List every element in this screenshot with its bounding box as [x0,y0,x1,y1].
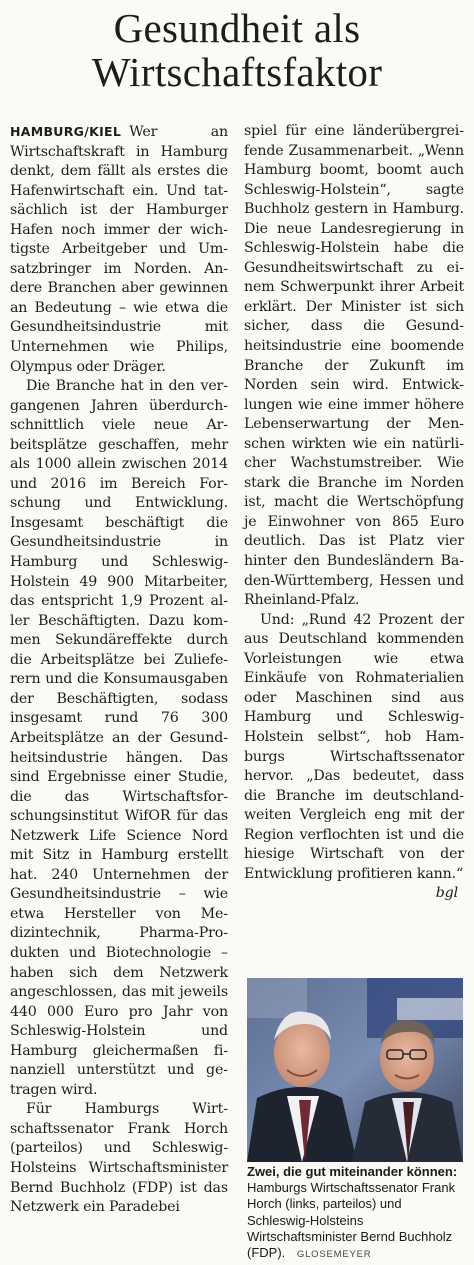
press-photo-illustration [247,978,463,1162]
article-column-right [244,122,464,904]
headline-line-1: Gesundheit als [113,5,361,51]
paragraph-text: Und: „Rund 42 Prozent der aus Deutschland kommenden Vorleistungen wie etwa Einkäufe von Rohmaterialien oder Maschinen sind aus Hamburg und Schleswig-Holstein selbst“, hob Hamburgs Wirtschaftssenator hervor. „Das bedeutet, dass die Branche im deutschlandweiten Vergleich eng mit der Region verflochten ist und die hiesige Wirtschaft von der Entwicklung profitieren kann.“ [244,611,464,882]
caption-lead: Zwei, die gut miteinander können: [247,1164,458,1179]
dateline: HAMBURG/KIEL [10,124,122,139]
author-initials: bgl [435,885,458,902]
article-paragraph: spiel für eine länderübergreifende Zusammenarbeit. „Wenn Hamburg boomt, boomt auch Schleswig-Holstein“, sagte Buchholz gestern in Hamburg. Die neue Landesregierung in Schleswig-Holstein habe die Gesundheitswirtschaft zu einem Schwerpunkt ihrer Arbeit erklärt. Der Minister ist sich sicher, dass die Gesundheitsindustrie eine boomende Branche der Zukunft im Norden sein wird. Entwicklungen wie eine immer höhere Lebenserwartung der Menschen wirkten wie ein natürlicher Wachstumstreiber. Wie stark die Branche im Norden ist, macht die Wertschöpfung je Einwohner von 865 Euro deutlich. Das ist Platz vier hinter den Bundesländern Baden-Württemberg, Hessen und Rheinland-Pfalz. [244,123,464,609]
photo-credit: GLOSEMEYER [296,1249,372,1261]
caption-text: Hamburgs Wirtschaftssenator Frank Horch (links, parteilos) und Schleswig-Holsteins Wirtschaftsminister Bernd Buchholz (FDP). [247,1180,456,1261]
press-photo [247,978,463,1162]
photo-caption [247,1164,463,1263]
headline-line-2: Wirtschaftsfaktor [91,49,383,95]
headline [0,6,474,94]
article-paragraph: Die Branche hat in den vergangenen Jahren überdurchschnittlich viele neue Arbeitsplätze geschaffen, mehr als 1000 allein zwischen 2014 und 2016 im Bereich Forschung und Entwicklung. Insgesamt beschäftigt die Gesundheitsindustrie in Hamburg und Schleswig-Holstein 49 900 Mitarbeiter, das entspricht 1,9 Prozent aller Beschäftigten. Dazu kommen Sekundäreffekte durch die Arbeitsplätze bei Zulieferern und die Konsumausgaben der Beschäftigten, sodass insgesamt rund 76 300 Arbeitsplätze an der Gesundheitsindustrie hängen. Das sind Ergebnisse einer Studie, die das Wirtschaftsforschungsinstitut WifOR für das Netzwerk Life Science Nord mit Sitz in Hamburg erstellt hat. 240 Unternehmen der Gesundheitsindustrie – wie etwa Hersteller von Medizintechnik, Pharma-Produkten und Biotechnologie – haben sich dem Netzwerk angeschlossen, das mit jeweils 440 000 Euro pro Jahr von Schleswig-Holstein und Hamburg gleichermaßen finanziell unterstützt und getragen wird. [10,378,228,1098]
article-paragraph: Für Hamburgs Wirtschaftssenator Frank Horch (parteilos) und Schleswig-Holsteins Wirtschaftsminister Bernd Buchholz (FDP) ist das Netzwerk ein Paradebei [10,1101,228,1216]
paragraph-text: Wer an Wirtschaftskraft in Hamburg denkt, dem fällt als erstes die Hafenwirtschaft ein. Und tatsächlich ist der Hamburger Hafen noch immer der wichtigste Arbeitgeber und Umsatzbringer im Norden. Andere Branchen aber gewinnen an Bedeutung – wie etwa die Gesundheitsindustrie mit Unternehmen wie Philips, Olympus oder Dräger. [10,124,228,375]
article-paragraph [244,611,464,902]
article-column-left [10,122,228,1218]
article-paragraph [10,122,228,377]
